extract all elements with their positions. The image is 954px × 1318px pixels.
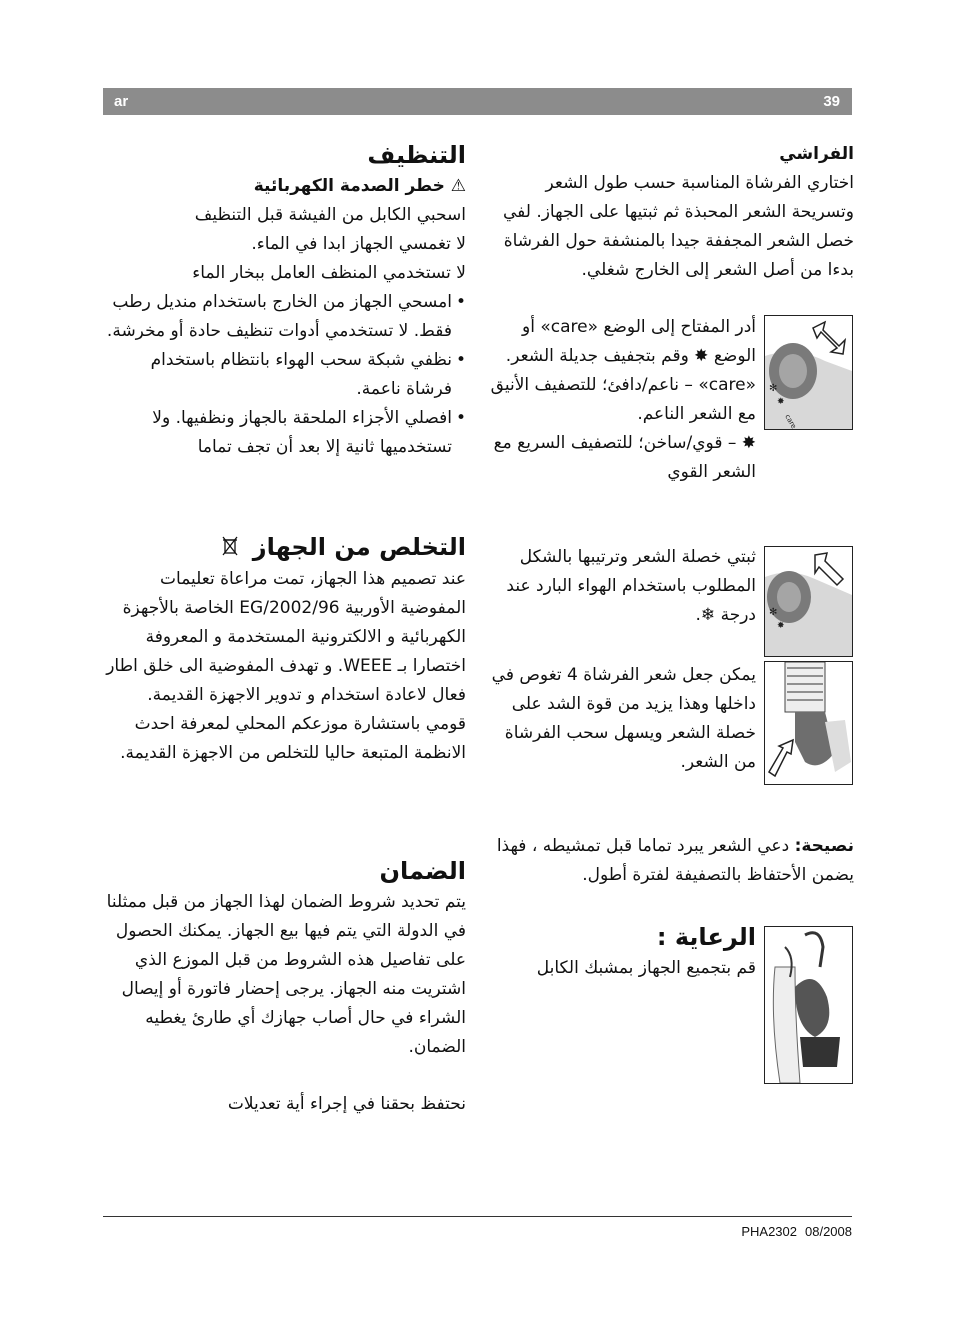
disposal-paragraph-1: عند تصميم هذا الجهاز، تمت مراعاة تعليمات المفوضية الأوربية 2002/96/EG الخاصة بالأجهزة الكهربائية و الالكترونية المستخدمة و المعروفة اختصارا بـ WEEE. و تهدف المفوضية الى خلق اطار فعال لاعادة استخدام و تدوير الاجهزة القديمة. [106, 569, 466, 705]
cleaning-line: لا تغمسي الجهاز ابدا في الماء. [251, 234, 466, 254]
tip-label: نصيحة: [794, 836, 854, 856]
guarantee-text: يتم تحديد شروط الضمان لهذا الجهاز من قبل ممثلنا في الدولة التي يتم فيها بيع الجهاز. يمكنك الحصول على تفاصيل هذه الشروط من قبل الموزع الذي اشتريت منه الجهاز. يرجى إحضار فاتورة أو إيصال الشراء في حال أصاب جهازك أي طارئ يغطيه الضمان. [106, 892, 466, 1057]
switch-instructions [490, 313, 756, 487]
svg-text:✻: ✻ [769, 607, 778, 618]
svg-text:✸: ✸ [777, 621, 785, 631]
shock-warning-title: ⚠ خطر الصدمة الكهربائية [253, 176, 466, 196]
page-number: 39 [823, 93, 840, 110]
care-setting-text: «care» – ناعم/دافئ؛ للتصفيف الأنيق مع الشعر الناعم. [490, 375, 756, 424]
cleaning-bullet: • نظفي شبكة سحب الهواء بانتظام باستخدام فرشاة ناعمة. [103, 346, 466, 404]
footer [733, 1224, 852, 1239]
switch-text: أدر المفتاح إلى الوضع «care» أو الوضع ✸ وقم بتجفيف جديلة الشعر. [505, 317, 756, 366]
guarantee-note: نحتفظ بحقنا في إجراء أية تعديلات [227, 1094, 466, 1114]
care-text: قم بتجميع الجهاز بمشبك الكابل [536, 958, 756, 978]
brushes-section [490, 140, 854, 285]
brush-retract-instructions [490, 661, 756, 777]
tip-section [490, 832, 854, 890]
brush-retract-icon [765, 662, 852, 784]
svg-text:✻: ✻ [769, 383, 778, 394]
cleaning-bullet: • افصلي الأجزاء الملحقة بالجهاز ونظفيها. ولا تستخدميها ثانية إلا بعد أن تجف تماما [103, 404, 466, 462]
cool-shot-instructions [490, 543, 756, 630]
svg-text:care: care [783, 413, 798, 429]
dryer-switch-icon [765, 316, 852, 429]
dryer-switch-figure [764, 315, 853, 430]
cool-shot-text: ثبتي خصلة الشعر وترتيبها بالشكل المطلوب باستخدام الهواء البارد عند درجة ❄. [506, 547, 756, 625]
cool-shot-icon [765, 547, 852, 656]
print-date: 08/2008 [805, 1224, 852, 1239]
tip-text: دعي الشعر يبرد تماما قبل تمشيطه ، فهذا يضمن الأحتفاظ بالتصفيفة لفترة أطول. [496, 836, 854, 885]
cleaning-section [103, 138, 466, 462]
disposal-paragraph-2: قومي باستشارة موزعكم المحلي لمعرفة احدث الانظمة المتبعة حاليا للتخلص من الاجهزة القديمة. [120, 714, 466, 763]
disposal-title: التخلص من الجهاز [252, 533, 466, 561]
brushes-intro: اختاري الفرشاة المناسبة حسب طول الشعر وتسريحة الشعر المحبذة ثم ثبتيها على الجهاز. لفي خصل الشعر المجففة جيدا بالمنشفة حول الفرشاة بدءا من أصل الشعر إلى الخارج شغلي. [502, 173, 854, 280]
hot-setting-text: ✸ – قوي/ساخن؛ للتصفيف السريع مع الشعر القوي [493, 433, 756, 482]
care-section [490, 920, 756, 983]
cleaning-title: التنظيف [367, 141, 466, 169]
svg-text:✸: ✸ [777, 397, 785, 407]
footer-rule [103, 1216, 852, 1217]
model-number: PHA2302 [741, 1224, 797, 1239]
cleaning-line: لا تستخدمي المنظف العامل ببخار الماء [192, 263, 466, 283]
brush-retract-text: يمكن جعل شعر الفرشاة 4 تغوص في داخلها وهذا يزيد من قوة الشد على خصلة الشعر ويسهل سحب الفرشاة من الشعر. [491, 665, 756, 772]
brushes-title: الفراشي [779, 144, 854, 164]
cool-shot-figure [764, 546, 853, 657]
crossed-bin-icon [222, 531, 238, 565]
cleaning-bullet: • امسحي الجهاز من الخارج باستخدام منديل رطب فقط. لا تستخدمي أدوات تنظيف حادة أو مخرشة. [103, 288, 466, 346]
cable-clip-icon [765, 927, 852, 1083]
language-code: ar [114, 93, 129, 110]
page-header-bar [103, 88, 852, 115]
cable-clip-figure [764, 926, 853, 1084]
guarantee-section [103, 854, 466, 1119]
cleaning-line: اسحبي الكابل من الفيشة قبل التنظيف [194, 205, 466, 225]
brush-retract-figure [764, 661, 853, 785]
guarantee-title: الضمان [379, 857, 466, 885]
disposal-section [103, 530, 466, 768]
care-title: الرعاية : [656, 923, 756, 951]
